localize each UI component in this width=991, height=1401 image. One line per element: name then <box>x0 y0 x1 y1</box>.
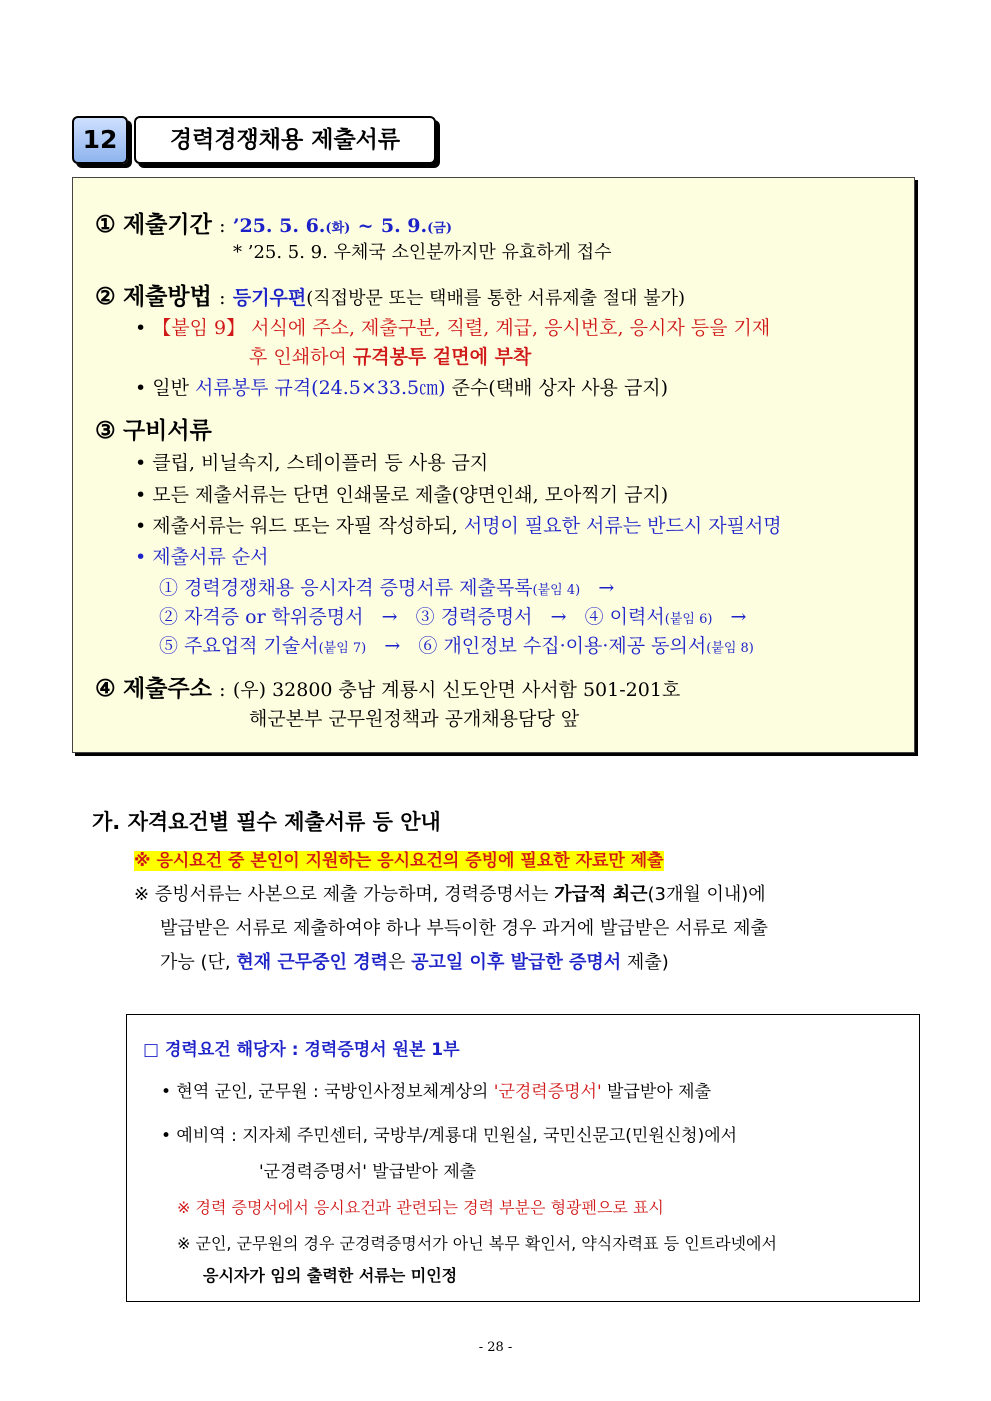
docs-bullet-2-text: 모든 제출서류는 단면 인쇄물로 제출(양면인쇄, 모아찍기 금지) <box>152 484 669 506</box>
docs-num: ③ <box>95 417 116 444</box>
method-bullet-1-text: 서식에 주소, 제출구분, 직렬, 계급, 응시번호, 응시자 등을 기재 <box>251 317 771 339</box>
guide-para-1-bold: 가급적 최근 <box>554 884 648 905</box>
envelope-attach-text: 규격봉투 겉면에 부착 <box>352 346 532 368</box>
current-career-text: 현재 근무중인 경력 <box>236 952 388 973</box>
docs-bullet-1-text: 클립, 비닐속지, 스테이플러 등 사용 금지 <box>152 452 489 474</box>
docs-bullet-1 <box>135 448 488 475</box>
address-row <box>95 670 680 703</box>
order-item-4: ④ 이력서 <box>584 606 665 628</box>
arrow-icon: → <box>550 606 567 628</box>
guide-para-1-pre: ※ 증빙서류는 사본으로 제출 가능하며, 경력증명서는 <box>134 884 555 905</box>
guide-para-3-a: 가능 (단, <box>160 952 237 973</box>
period-end-dow: (금) <box>427 221 453 236</box>
guide-para-3-e: 제출) <box>621 952 669 973</box>
docs-bullet-4 <box>135 542 268 569</box>
guide-highlight <box>134 846 664 871</box>
bullet: • <box>135 515 147 537</box>
period-row <box>95 206 452 239</box>
period-start-dow: (화) <box>325 221 351 236</box>
guide-para-1 <box>134 880 766 906</box>
box-note-2: ※ 군인, 군무원의 경우 군경력증명서가 아닌 복무 확인서, 약식자력표 등 인트라넷에서 <box>177 1234 777 1253</box>
box-title: □ 경력요건 해당자 : 경력증명서 원본 1부 <box>143 1040 460 1060</box>
arrow-icon: → <box>730 606 747 628</box>
address-line-1: (우) 32800 충남 계룡시 신도안면 사서함 501-201호 <box>232 679 681 701</box>
box-item-reserve: • 예비역 : 지자체 주민센터, 국방부/계룡대 민원실, 국민신문고(민원신청)에서 <box>161 1126 738 1146</box>
submission-info-box <box>72 177 915 753</box>
box-item-reserve-cont: '군경력증명서' 발급받아 제출 <box>259 1162 477 1182</box>
bullet: • <box>135 452 147 474</box>
signature-note: 서명이 필요한 서류는 반드시 자필서명 <box>463 515 782 537</box>
method-bullet-2-pre: 일반 <box>152 377 196 399</box>
method-num: ② <box>95 283 116 310</box>
order-line-3 <box>159 631 754 658</box>
period-start: ’25. 5. 6. <box>232 215 326 237</box>
order-line-2 <box>159 602 746 629</box>
career-cert-name: '군경력증명서' <box>493 1082 602 1102</box>
box-note-1: ※ 경력 증명서에서 응시요건과 관련되는 경력 부분은 형광펜으로 표시 <box>177 1198 664 1217</box>
envelope-size: 서류봉투 규격(24.5×33.5㎝) <box>195 377 446 399</box>
method-bullet-2-post: 준수(택배 상자 사용 금지) <box>445 377 669 399</box>
guide-para-1-post: (3개월 이내)에 <box>647 884 766 905</box>
address-line-2: 해군본부 군무원정책과 공개채용담당 앞 <box>249 708 580 730</box>
method-bullet-2 <box>135 373 668 400</box>
order-item-6-ref: (붙임 8) <box>706 641 754 656</box>
order-item-5: ⑤ 주요업적 기술서 <box>159 635 319 657</box>
colon: : <box>219 679 226 701</box>
guide-para-3 <box>160 948 669 974</box>
order-line-1 <box>159 573 614 600</box>
guide-highlight-text: ※ 응시요건 중 본인이 지원하는 응시요건의 증빙에 필요한 자료만 제출 <box>134 851 664 871</box>
guide-para-2: 발급받은 서류로 제출하여야 하나 부득이한 경우 과거에 발급받은 서류로 제출 <box>160 918 768 939</box>
period-num: ① <box>95 211 116 238</box>
method-row <box>95 278 685 311</box>
colon: : <box>219 287 226 309</box>
docs-label: 구비서류 <box>122 418 212 444</box>
attachment-tag: 【붙임 9】 <box>152 317 246 339</box>
box-note-2-cont: 응시자가 임의 출력한 서류는 미인정 <box>203 1266 458 1285</box>
docs-bullet-2 <box>135 480 668 507</box>
box-item-active-post: 발급받아 제출 <box>601 1082 711 1102</box>
box-item-active-pre: • 현역 군인, 군무원 : 국방인사정보체계상의 <box>161 1082 494 1102</box>
career-requirement-box <box>126 1014 920 1302</box>
method-bullet-1 <box>135 313 770 340</box>
page-number: - 28 - <box>478 1340 513 1355</box>
section-title: 경력경쟁채용 제출서류 <box>134 116 436 164</box>
arrow-icon: → <box>381 606 398 628</box>
bullet: • <box>135 377 147 399</box>
method-paren: (직접방문 또는 택배를 통한 서류제출 절대 불가) <box>306 288 686 309</box>
bullet: • <box>135 317 147 339</box>
method-value: 등기우편 <box>232 287 307 309</box>
order-item-1: ① 경력경쟁채용 응시자격 증명서류 제출목록 <box>159 577 533 599</box>
order-item-1-ref: (붙임 4) <box>532 583 581 598</box>
colon: : <box>219 215 226 237</box>
address-label: 제출주소 <box>122 676 212 702</box>
order-item-3: ③ 경력증명서 <box>415 606 533 628</box>
period-note: * ’25. 5. 9. 우체국 소인분까지만 유효하게 접수 <box>233 242 612 263</box>
section-number: 12 <box>72 116 128 164</box>
bullet: • <box>135 484 147 506</box>
arrow-icon: → <box>384 635 401 657</box>
method-label: 제출방법 <box>122 284 212 310</box>
period-label: 제출기간 <box>122 212 212 238</box>
bullet: • <box>135 546 147 568</box>
guide-para-3-c: 은 <box>388 952 412 973</box>
period-end: 5. 9. <box>380 215 428 237</box>
docs-bullet-3-pre: 제출서류는 워드 또는 자필 작성하되, <box>152 515 464 537</box>
address-num: ④ <box>95 675 116 702</box>
method-bullet-1-cont-text: 후 인쇄하여 <box>249 346 353 368</box>
guide-heading: 가. 자격요건별 필수 제출서류 등 안내 <box>92 810 441 834</box>
post-notice-cert-text: 공고일 이후 발급한 증명서 <box>411 952 622 973</box>
period-tilde: ~ <box>357 215 374 237</box>
order-item-2: ② 자격증 or 학위증명서 <box>159 606 364 628</box>
method-bullet-1-cont <box>249 342 531 369</box>
box-item-active <box>161 1077 711 1102</box>
docs-bullet-3 <box>135 511 782 538</box>
order-item-4-ref: (붙임 6) <box>664 612 713 627</box>
arrow-icon: → <box>598 577 615 599</box>
docs-row <box>95 412 212 445</box>
docs-order-title: 제출서류 순서 <box>152 546 269 568</box>
order-item-5-ref: (붙임 7) <box>318 641 367 656</box>
order-item-6: ⑥ 개인정보 수집·이용·제공 동의서 <box>418 635 707 657</box>
